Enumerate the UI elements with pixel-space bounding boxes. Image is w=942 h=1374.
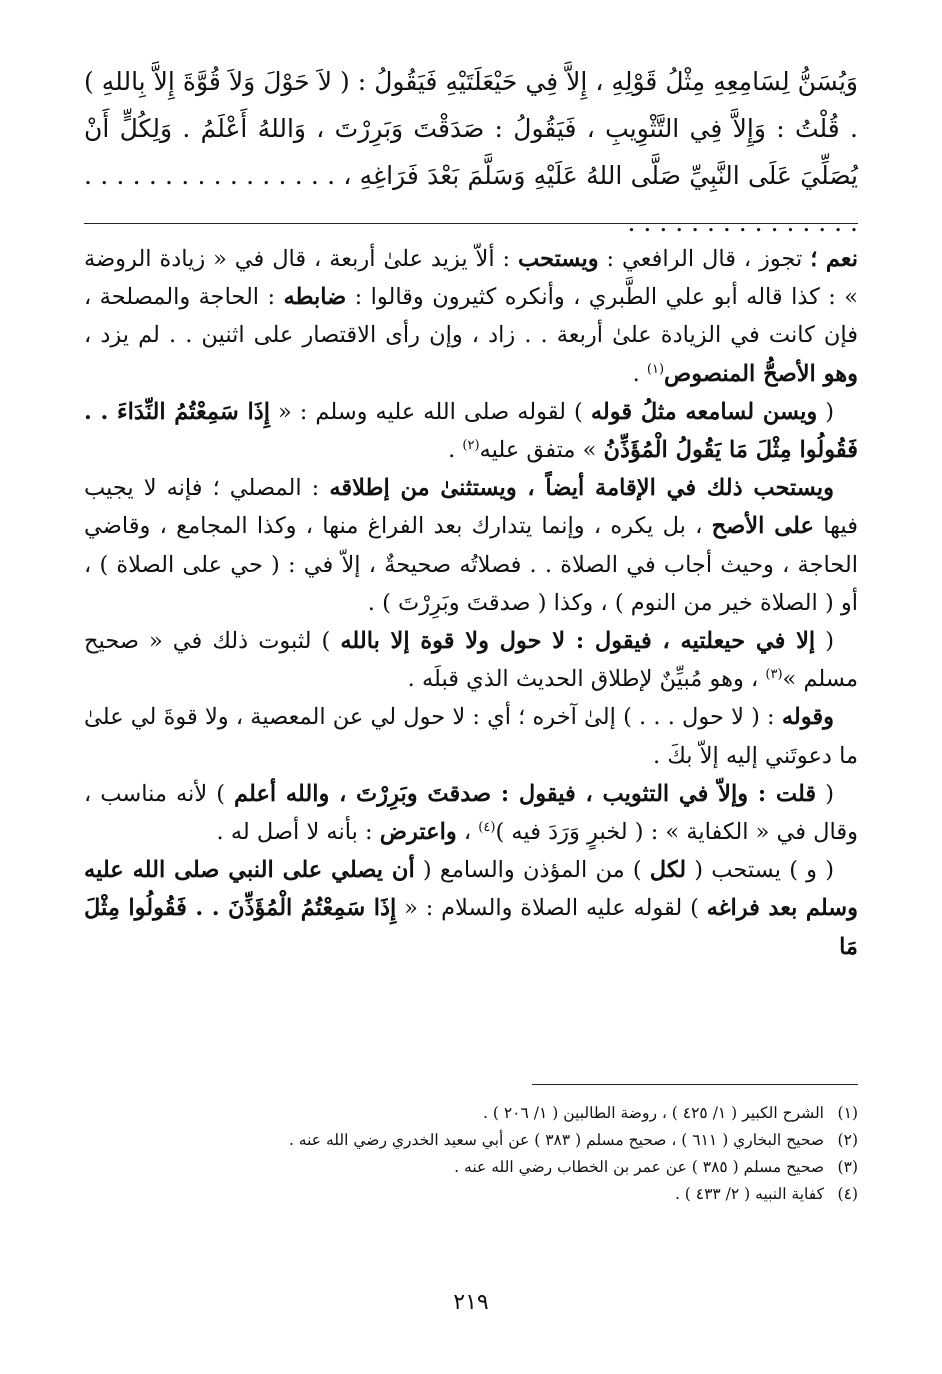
- main-text: [84, 58, 858, 246]
- text-run: : ألاّ يزيد علىٰ أربعة ، قال في « زيادة الروضة » : كذا قاله أبو علي الطَّبري ، وأنكره كثيرون وقالوا :: [84, 246, 858, 311]
- bold-phrase: نعم ؛: [810, 246, 859, 272]
- footnote-ref: (٣): [765, 667, 783, 683]
- bold-phrase: لكل: [649, 857, 687, 884]
- text-run: ، بل يكره ، وإنما يتدارك بعد الفراغ منها ، وكذا المجامع ، وقاضي الحاجة ، وحيث أجاب في الصلاة . . فصلاتُه صحيحةٌ ، إلاّ في : ( حي على الصلاة ) ، أو ( الصلاة خير من النوم ) ، وكذا ( صدقتَ وبَرِرْتَ ) .: [84, 513, 858, 616]
- commentary-paragraph: [84, 775, 858, 851]
- text-run: : ( لا حول . . . ) إلىٰ آخره ؛ أي : لا حول لي عن المعصية ، ولا قوةَ لي علىٰ ما دعوتَني إليه إلاّ بكَ .: [84, 704, 858, 769]
- bold-phrase: واعترض: [379, 819, 457, 846]
- text-run: ،: [456, 819, 479, 846]
- footnote-text: صحيح مسلم ( ٣٨٥ ) عن عمر بن الخطاب رضي الله عنه .: [454, 1158, 824, 1176]
- text-run: (: [815, 628, 834, 655]
- text-run: ) من المؤذن والسامع (: [414, 857, 650, 884]
- footnote-4: [84, 1181, 858, 1208]
- separator-line: [84, 223, 858, 224]
- bold-phrase: قلت : وإلاّ في التثويب ، فيقول : صدقتَ وبَرِرْتَ ، والله أعلم: [234, 780, 817, 807]
- bold-phrase: ويستحب: [518, 246, 599, 272]
- text-run: » متفق عليه: [479, 437, 604, 464]
- main-text-paragraph: وَيُسَنُّ لِسَامِعِهِ مِثْلُ قَوْلِهِ ، إِلاَّ فِي حَيْعَلَتَيْهِ فَيَقُولُ : ( لاَ حَوْلَ وَلاَ قُوَّةَ إِلاَّ بِاللهِ ) . قُلْتُ : وَإِلاَّ فِي التَّثْوِيبِ ، فَيَقُولُ : صَدَقْتَ وَبَرِرْتَ ، وَاللهُ أَعْلَمُ . وَلِكُلٍّ أَنْ يُصَلِّيَ عَلَى النَّبِيِّ صَلَّى اللهُ عَلَيْهِ وَسَلَّمَ بَعْدَ فَرَاغِهِ ، . . . . . . . . . . . . . . . . . . . . . . . . . . . . . . .: [84, 67, 858, 237]
- text-run: ( و ) يستحب (: [686, 857, 834, 884]
- footnote-number: (٢): [837, 1131, 858, 1149]
- footnote-ref: (٤): [478, 820, 496, 836]
- text-run: : المصلي ؛ فإنه لا يجيب فيها: [84, 475, 858, 540]
- text-run: ) لثبوت ذلك في « صحيح مسلم »: [84, 628, 858, 693]
- bold-phrase: إِذَا سَمِعْتُمُ النِّدَاءَ . . فَقُولُوا مِثْلَ مَا يَقُولُ الْمُؤَذِّنُ: [84, 398, 858, 464]
- footnote-number: (٤): [837, 1185, 858, 1203]
- footnotes: [84, 1100, 858, 1208]
- text-run: : بأنه لا أصل له .: [216, 819, 380, 846]
- bold-phrase: وهو الأصحُّ المنصوص: [664, 360, 858, 387]
- bold-phrase: وقوله: [781, 704, 834, 731]
- bold-phrase: ويسن لسامعه مثلُ قوله: [590, 398, 818, 425]
- bold-phrase: أن يصلي على النبي صلى الله عليه وسلم بعد فراغه: [84, 857, 858, 922]
- commentary-paragraph: [84, 240, 858, 393]
- text-run: ) لأنه مناسب ، وقال في « الكفاية » : ( لخبرٍ وَرَدَ فيه ): [84, 780, 858, 846]
- text-run: ، وهو مُبيِّنٌ لإطلاق الحديث الذي قبلَه .: [407, 666, 766, 693]
- footnote-number: (٣): [837, 1158, 858, 1176]
- commentary-paragraph: [84, 851, 858, 966]
- text-run: .: [632, 360, 647, 387]
- commentary-paragraph: [84, 393, 858, 469]
- text-run: (: [816, 780, 834, 807]
- footnote-text: صحيح البخاري ( ٦١١ ) ، صحيح مسلم ( ٣٨٣ ) عن أبي سعيد الخدري رضي الله عنه .: [288, 1131, 824, 1149]
- text-run: .: [448, 437, 463, 464]
- bold-phrase: ضابطه: [283, 284, 347, 311]
- footnote-separator: [532, 1084, 858, 1085]
- text-run: : الحاجة والمصلحة ، فإن كانت في الزيادة علىٰ أربعة . . زاد ، وإن رأى الاقتصار على اثنين . . لم يزد ،: [84, 284, 858, 349]
- commentary-paragraph: [84, 622, 858, 698]
- text-run: (: [817, 398, 834, 425]
- footnote-text: الشرح الكبير ( ١/ ٤٢٥ ) ، روضة الطالبين ( ١/ ٢٠٦ ) .: [483, 1104, 824, 1122]
- bold-phrase: إلا في حيعلتيه ، فيقول : لا حول ولا قوة إلا بالله: [340, 628, 816, 655]
- bold-phrase: إِذَا سَمِعْتُمُ الْمُؤَذِّنَ . . فَقُولُوا مِثْلَ مَا: [84, 895, 858, 960]
- footnote-1: [84, 1100, 858, 1127]
- footnote-3: [84, 1154, 858, 1181]
- footnote-ref: (١): [646, 361, 665, 377]
- bold-phrase: ويستحب ذلك في الإقامة أيضاً ، ويستثنىٰ من إطلاقه: [329, 475, 834, 502]
- commentary: [84, 240, 858, 966]
- text-run: تجوز ، قال الرافعي :: [598, 246, 811, 272]
- footnote-number: (١): [837, 1104, 858, 1122]
- commentary-paragraph: [84, 698, 858, 774]
- page-number: ٢١٩: [453, 1290, 489, 1315]
- footnote-text: كفاية النبيه ( ٢/ ٤٣٣ ) .: [674, 1185, 824, 1203]
- text-run: ) لقوله عليه الصلاة والسلام : «: [396, 895, 707, 922]
- text-run: ) لقوله صلى الله عليه وسلم : «: [270, 398, 591, 425]
- footnote-2: [84, 1127, 858, 1154]
- commentary-paragraph: [84, 469, 858, 622]
- footnote-ref: (٢): [462, 438, 480, 454]
- bold-phrase: على الأصح: [711, 513, 814, 540]
